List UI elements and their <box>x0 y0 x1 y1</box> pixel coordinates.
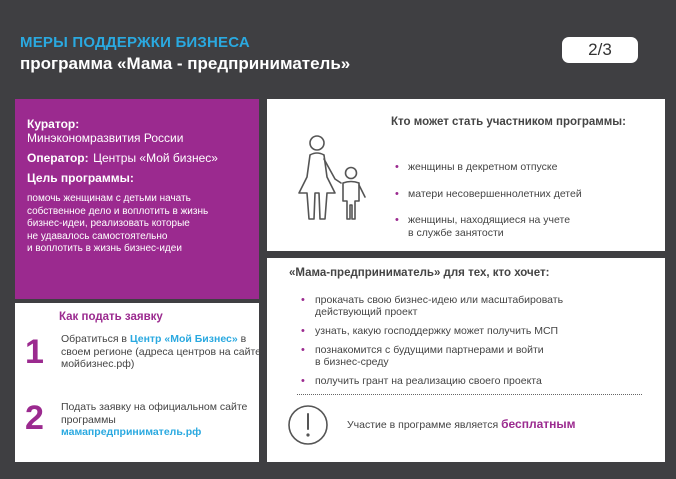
step-text-after: в своем регионе (адреса центров на сайте мойбизнес.рф) <box>61 333 262 370</box>
step-text <box>61 333 261 371</box>
free-participation-note <box>347 417 576 431</box>
program-goals-title: «Мама-предприниматель» для тех, кто хочет: <box>289 267 550 279</box>
mother-child-icon <box>297 133 377 223</box>
step-text <box>61 401 261 439</box>
curator-value: Минэкономразвития России <box>27 131 184 145</box>
curator-label: Куратор: <box>27 117 80 131</box>
free-highlight: бесплатным <box>501 417 576 431</box>
operator-row <box>27 151 247 165</box>
curator-row <box>27 117 247 145</box>
divider <box>297 394 642 395</box>
step-text-before: Обратиться в <box>61 333 130 345</box>
how-to-apply-panel <box>15 303 262 462</box>
header-title: МЕРЫ ПОДДЕРЖКИ БИЗНЕСА <box>20 34 250 51</box>
participants-panel <box>267 99 665 251</box>
list-item: • прокачать свою бизнес-идею или масштабировать действующий проект <box>301 294 641 318</box>
program-goals-panel <box>267 258 665 462</box>
center-name: Центр «Мой Бизнес» <box>129 333 238 345</box>
program-goals-list <box>301 294 641 394</box>
list-item: • матери несовершеннолетних детей <box>395 188 582 201</box>
operator-label: Оператор: <box>27 151 89 165</box>
step-number: 1 <box>25 333 44 371</box>
list-item: • женщины в декретном отпуске <box>395 161 582 174</box>
goal-title: Цель программы: <box>27 171 134 185</box>
free-prefix: Участие в программе является <box>347 419 502 431</box>
goal-text: помочь женщинам с детьми начать собственное дело и воплотить в жизнь бизнес-идеи, реализовать которые не удавалось самостоятельно и воплотить в жизнь бизнес-идеи <box>27 193 209 255</box>
list-item: • женщины, находящиеся на учете в службе занятости <box>395 214 582 239</box>
program-info-panel <box>15 99 259 299</box>
step-number: 2 <box>25 399 44 437</box>
page-indicator: 2/3 <box>562 37 638 63</box>
header-subtitle: программа «Мама - предприниматель» <box>20 54 351 73</box>
step-text-main: Подать заявку на официальном сайте программы <box>61 401 248 426</box>
participants-title: Кто может стать участником программы: <box>391 116 626 128</box>
program-site-link[interactable]: мамапредприниматель.рф <box>61 426 202 438</box>
how-to-apply-title: Как подать заявку <box>59 311 163 323</box>
list-item: • познакомится с будущими партнерами и войти в бизнес-среду <box>301 344 641 368</box>
list-item: • узнать, какую господдержку может получить МСП <box>301 325 641 337</box>
participants-list <box>395 161 582 253</box>
list-item: • получить грант на реализацию своего проекта <box>301 375 641 387</box>
exclamation-circle-icon <box>287 404 329 446</box>
operator-value: Центры «Мой бизнес» <box>93 151 218 165</box>
